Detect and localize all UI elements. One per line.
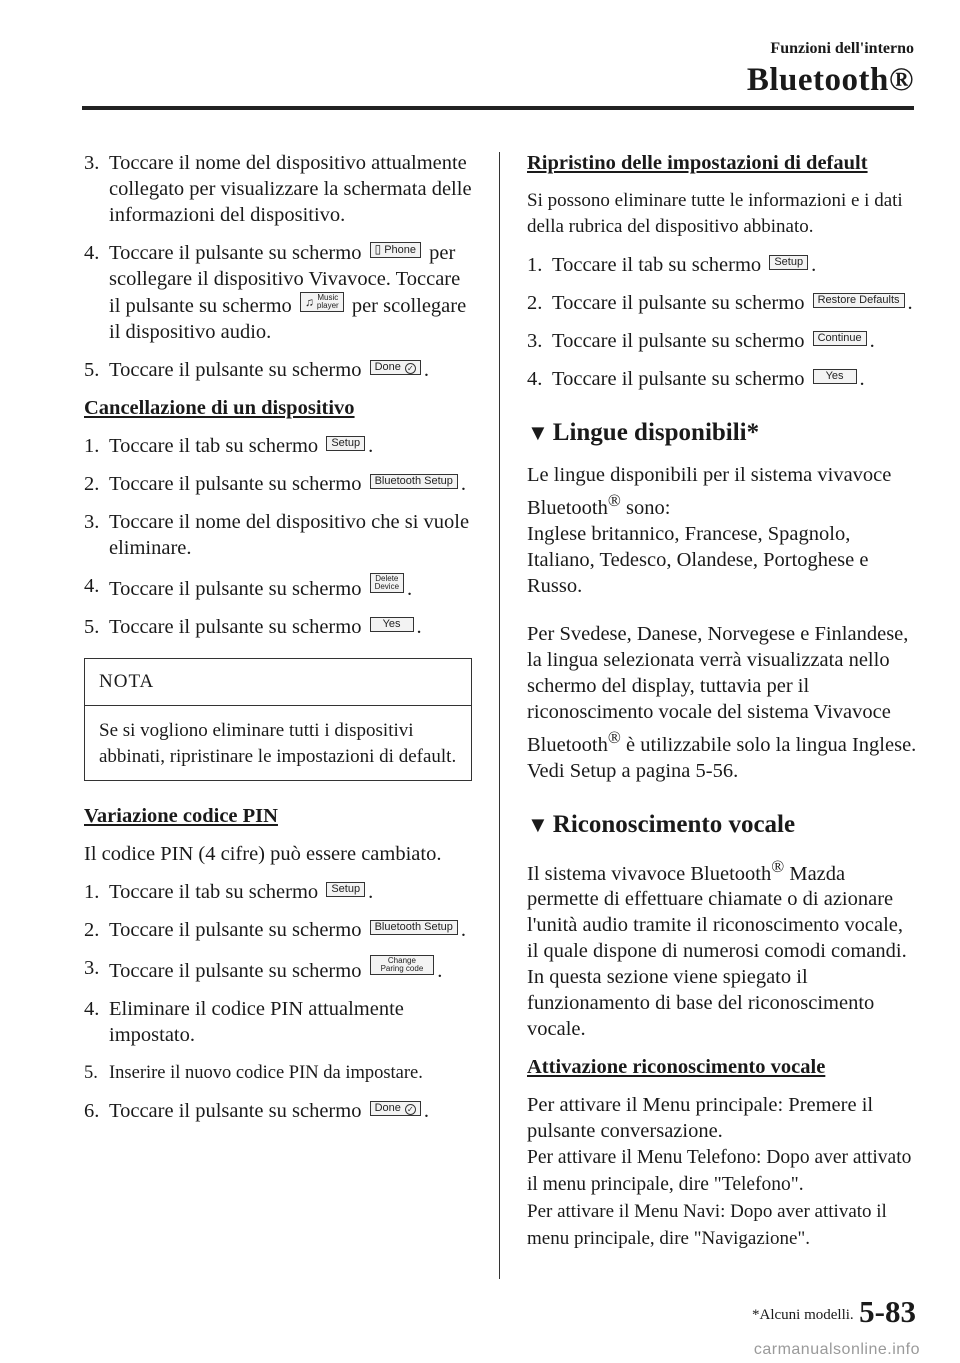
setup-tab[interactable]: Setup: [326, 882, 365, 897]
step-item: [84, 879, 472, 905]
text: Per attivare il Menu Telefono: Dopo aver attivato il menu principale, dire "Telefono".: [527, 1147, 912, 1196]
step-number: 5.: [84, 1063, 98, 1083]
step-item: [527, 290, 919, 316]
text: Per attivare il Menu Navi: Dopo aver attivato il menu principale, dire "Navigazione".: [527, 1201, 887, 1250]
step-item: [527, 252, 919, 278]
registered-mark: ®: [607, 727, 621, 747]
text: Mazda permette di effettuare chiamate o di azionare l'unità audio tramite il riconoscimento vocale, il quale dispone di numerosi comodi comandi. In questa sezione viene spiegato il funzionamento di base del riconoscimento vocale.: [527, 862, 907, 1041]
pin-heading: Variazione codice PIN: [84, 805, 278, 827]
check-icon: ✓: [405, 1104, 416, 1115]
languages-heading: [527, 418, 919, 448]
button-label: Done: [374, 361, 401, 373]
restore-defaults-button[interactable]: Restore Defaults: [813, 293, 905, 308]
step-item: [84, 917, 472, 943]
column-divider: [499, 152, 500, 1279]
step-text: Toccare il nome del dispositivo attualmente collegato per visualizzare la schermata delle informazioni del dispositivo.: [109, 152, 472, 226]
reset-heading: Ripristino delle impostazioni di default: [527, 152, 868, 174]
step-number: 4.: [84, 242, 100, 264]
punctuation: .: [416, 616, 422, 638]
punctuation: .: [811, 254, 817, 276]
triangle-down-icon: ▼: [527, 811, 549, 837]
step-text: Toccare il pulsante su schermo: [552, 368, 805, 390]
yes-button[interactable]: Yes: [370, 617, 414, 632]
section-title: Funzioni dell'interno: [770, 40, 914, 57]
step-item: [84, 433, 472, 459]
button-label: Delete: [375, 574, 399, 583]
step-text: Toccare il tab su schermo: [552, 254, 762, 276]
step-number: 2.: [84, 919, 100, 941]
button-label: Music: [317, 293, 339, 302]
step-text: per scollegare il dispositivo audio.: [109, 295, 467, 343]
step-number: 4.: [84, 998, 100, 1020]
languages-para: [527, 462, 919, 599]
step-number: 1.: [527, 254, 543, 276]
step-number: 1.: [84, 435, 100, 457]
page-reference: Vedi Setup a pagina 5-56.: [527, 759, 739, 782]
reset-intro: Si possono eliminare tutte le informazioni e i dati della rubrica del dispositivo abbinato.: [527, 190, 903, 237]
activation-heading: Attivazione riconoscimento vocale: [527, 1056, 826, 1079]
punctuation: .: [437, 960, 443, 982]
step-number: 3.: [84, 152, 100, 174]
music-player-button[interactable]: [300, 292, 344, 312]
step-text: Toccare il pulsante su schermo: [109, 919, 362, 941]
step-item: [84, 471, 472, 497]
yes-button[interactable]: Yes: [813, 369, 857, 384]
step-text: Toccare il pulsante su schermo: [109, 242, 362, 264]
delete-device-button[interactable]: [370, 573, 404, 593]
step-text: Eliminare il codice PIN attualmente impostato.: [109, 998, 404, 1046]
button-label: Paring code: [380, 964, 424, 973]
punctuation: .: [407, 578, 413, 600]
punctuation: .: [423, 359, 429, 381]
text: Per attivare il Menu principale: Premere il pulsante conversazione.: [527, 1094, 874, 1143]
left-column: [84, 150, 472, 1136]
topic-title: Riconoscimento vocale: [552, 810, 796, 838]
step-text: Toccare il pulsante su schermo: [109, 359, 362, 381]
text: Per Svedese, Danese, Norvegese e Finlandese, la lingua selezionata verrà visualizzata nello schermo del display, tuttavia per il riconoscimento vocale del sistema Vivavoce Bluetooth: [527, 622, 909, 756]
step-item: [84, 955, 472, 984]
pin-intro: Il codice PIN (4 cifre) può essere cambiato.: [84, 843, 442, 865]
step-text: per scollegare il dispositivo Vivavoce. Toccare il pulsante su schermo: [109, 242, 461, 317]
page-header: [0, 0, 960, 120]
text: Il sistema vivavoce Bluetooth: [527, 862, 772, 885]
button-label: Done: [374, 1102, 401, 1114]
check-icon: ✓: [405, 363, 416, 374]
watermark: carmanualsonline.info: [753, 1341, 920, 1358]
step-number: 2.: [84, 473, 100, 495]
step-text: Inserire il nuovo codice PIN da impostare.: [109, 1063, 423, 1083]
setup-tab[interactable]: Setup: [326, 436, 365, 451]
punctuation: .: [368, 435, 374, 457]
step-text: Toccare il nome del dispositivo che si vuole eliminare.: [109, 511, 470, 559]
registered-mark: ®: [607, 491, 621, 510]
step-number: 5.: [84, 359, 100, 381]
punctuation: .: [423, 1100, 429, 1122]
topic-title: Lingue disponibili*: [552, 419, 760, 446]
done-button[interactable]: [370, 360, 421, 375]
step-text: Toccare il pulsante su schermo: [109, 578, 362, 600]
page-number: 5-83: [859, 1294, 916, 1329]
done-button[interactable]: [370, 1101, 421, 1116]
step-number: 3.: [84, 511, 100, 533]
button-label: Change: [387, 956, 416, 965]
step-number: 3.: [84, 957, 100, 979]
step-text: Toccare il pulsante su schermo: [109, 473, 362, 495]
bluetooth-setup-button[interactable]: Bluetooth Setup: [370, 474, 458, 489]
note-title: NOTA: [85, 659, 471, 706]
step-number: 5.: [84, 616, 100, 638]
step-number: 4.: [527, 368, 543, 390]
phone-icon: ▯: [374, 242, 382, 256]
header-rule: [82, 106, 914, 110]
text: è utilizzabile solo la lingua Inglese.: [620, 733, 917, 756]
change-pairing-code-button[interactable]: [370, 955, 435, 975]
step-number: 4.: [84, 575, 100, 597]
phone-button[interactable]: [370, 242, 421, 258]
punctuation: .: [859, 368, 865, 390]
note-box: [84, 658, 472, 781]
step-text: Toccare il pulsante su schermo: [552, 330, 805, 352]
footnote: *Alcuni modelli.: [752, 1307, 854, 1323]
continue-button[interactable]: Continue: [813, 331, 867, 346]
button-label: player: [316, 301, 339, 310]
text: Le lingue disponibili per il sistema vivavoce Bluetooth: [527, 464, 892, 519]
activation-text: [527, 1092, 919, 1252]
button-label: Device: [374, 582, 400, 591]
text: sono:: [620, 496, 671, 519]
step-text: Toccare il pulsante su schermo: [109, 960, 362, 982]
step-item: [84, 996, 472, 1048]
right-column: [527, 150, 919, 1264]
chapter-title: Bluetooth®: [746, 62, 914, 98]
step-text: Toccare il tab su schermo: [109, 881, 319, 903]
setup-tab[interactable]: Setup: [769, 255, 808, 270]
voice-para: [527, 854, 919, 1043]
step-number: 6.: [84, 1100, 100, 1122]
step-item: [84, 1060, 472, 1086]
note-body: Se si vogliono eliminare tutti i dispositivi abbinati, ripristinare le impostazioni di default.: [99, 720, 457, 767]
punctuation: .: [460, 473, 466, 495]
punctuation: .: [460, 919, 466, 941]
step-number: 1.: [84, 881, 100, 903]
step-text: Toccare il pulsante su schermo: [552, 292, 805, 314]
languages-note: [527, 621, 919, 784]
step-item: [84, 1098, 472, 1124]
step-item: [527, 366, 919, 392]
step-item: [84, 240, 472, 345]
punctuation: .: [869, 330, 875, 352]
step-item: [84, 509, 472, 561]
cancel-heading: Cancellazione di un dispositivo: [84, 397, 355, 419]
bluetooth-setup-button[interactable]: Bluetooth Setup: [370, 920, 458, 935]
step-number: 2.: [527, 292, 543, 314]
step-item: [84, 150, 472, 228]
triangle-down-icon: ▼: [527, 420, 549, 445]
step-number: 3.: [527, 330, 543, 352]
punctuation: .: [907, 292, 913, 314]
step-text: Toccare il pulsante su schermo: [109, 616, 362, 638]
step-text: Toccare il pulsante su schermo: [109, 1100, 362, 1122]
punctuation: .: [368, 881, 374, 903]
registered-mark: ®: [771, 856, 785, 876]
text: Inglese britannico, Francese, Spagnolo, Italiano, Tedesco, Olandese, Portoghese e Russo.: [527, 522, 869, 597]
voice-heading: [527, 810, 919, 840]
step-item: [84, 357, 472, 383]
step-item: [84, 614, 472, 640]
step-text: Toccare il tab su schermo: [109, 435, 319, 457]
step-item: [84, 573, 472, 602]
button-label: Phone: [384, 244, 416, 256]
music-note-icon: ♫: [304, 295, 314, 309]
step-item: [527, 328, 919, 354]
